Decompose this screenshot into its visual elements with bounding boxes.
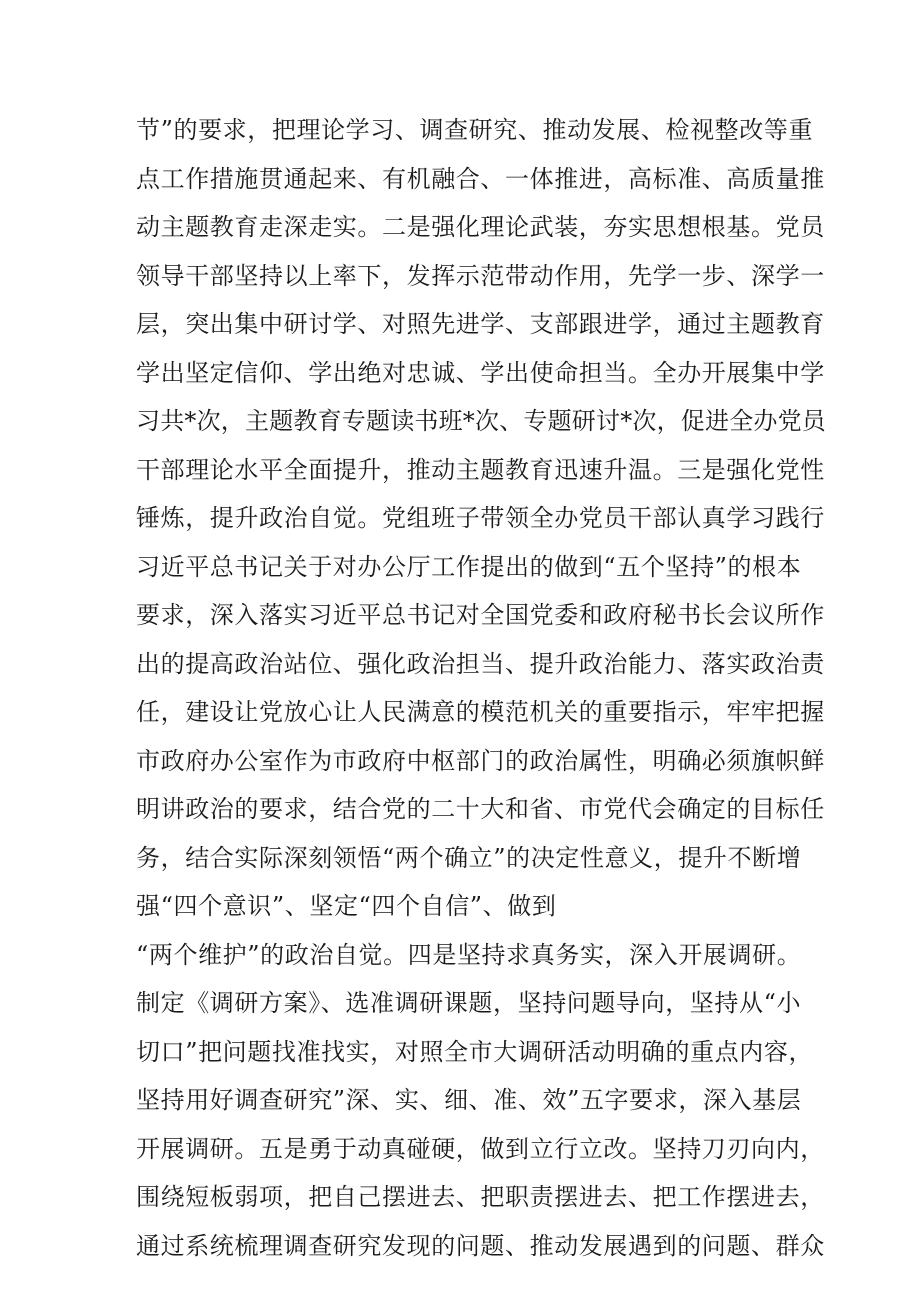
text-line: 坚持用好调查研究”深、实、细、准、效”五字要求，深入基层 — [136, 1086, 802, 1114]
text-line: 明讲政治的要求，结合党的二十大和省、市党代会确定的目标任 — [136, 795, 825, 823]
text-line: 领导干部坚持以上率下，发挥示范带动作用，先学一步、深学一 — [136, 261, 825, 290]
text-line: “两个维护”的政治自觉。四是坚持求真务实，深入开展调研。 — [136, 940, 802, 969]
text-line: 市政府办公室作为市政府中枢部门的政治属性，明确必须旗帜鲜 — [136, 746, 825, 775]
text-line: 强“四个意识”、坚定“四个自信”、做到 — [136, 892, 557, 920]
text-line: 习共*次，主题教育专题读书班*次、专题研讨*次，促进全办党员 — [136, 407, 826, 435]
text-line: 节”的要求，把理论学习、调查研究、推动发展、检视整改等重 — [136, 116, 814, 144]
text-line: 通过系统梳理调查研究发现的问题、推动发展遇到的问题、群众 — [136, 1231, 825, 1260]
text-line: 务，结合实际深刻领悟“两个确立”的决定性意义，提升不断增 — [136, 843, 802, 872]
text-line: 任，建设让党放心让人民满意的模范机关的重要指示，牢牢把握 — [136, 698, 825, 726]
text-line: 习近平总书记关于对办公厅工作提出的做到“五个坚持”的根本 — [136, 552, 802, 581]
body-text — [136, 106, 826, 1270]
text-line: 干部理论水平全面提升，推动主题教育迅速升温。三是强化党性 — [136, 455, 825, 484]
text-line: 制定《调研方案》、选准调研课题，坚持问题导向，坚持从“小 — [136, 989, 802, 1017]
text-line: 围绕短板弱项，把自己摆进去、把职责摆进去、把工作摆进去， — [136, 1183, 825, 1211]
text-line: 开展调研。五是勇于动真碰硬，做到立行立改。坚持刀刃向内， — [136, 1134, 825, 1163]
text-line: 点工作措施贯通起来、有机融合、一体推进，高标准、高质量推 — [136, 164, 825, 193]
text-line: 要求，深入落实习近平总书记对全国党委和政府秘书长会议所作 — [136, 601, 825, 629]
text-line: 锤炼，提升政治自觉。党组班子带领全办党员干部认真学习践行 — [136, 504, 825, 532]
text-line: 切口”把问题找准找实，对照全市大调研活动明确的重点内容， — [136, 1037, 814, 1066]
text-line: 动主题教育走深走实。二是强化理论武装，夯实思想根基。党员 — [136, 213, 825, 241]
text-line: 层，突出集中研讨学、对照先进学、支部跟进学，通过主题教育 — [136, 310, 825, 338]
text-line: 出的提高政治站位、强化政治担当、提升政治能力、落实政治责 — [136, 649, 825, 678]
text-line: 学出坚定信仰、学出绝对忠诚、学出使命担当。全办开展集中学 — [136, 358, 825, 387]
